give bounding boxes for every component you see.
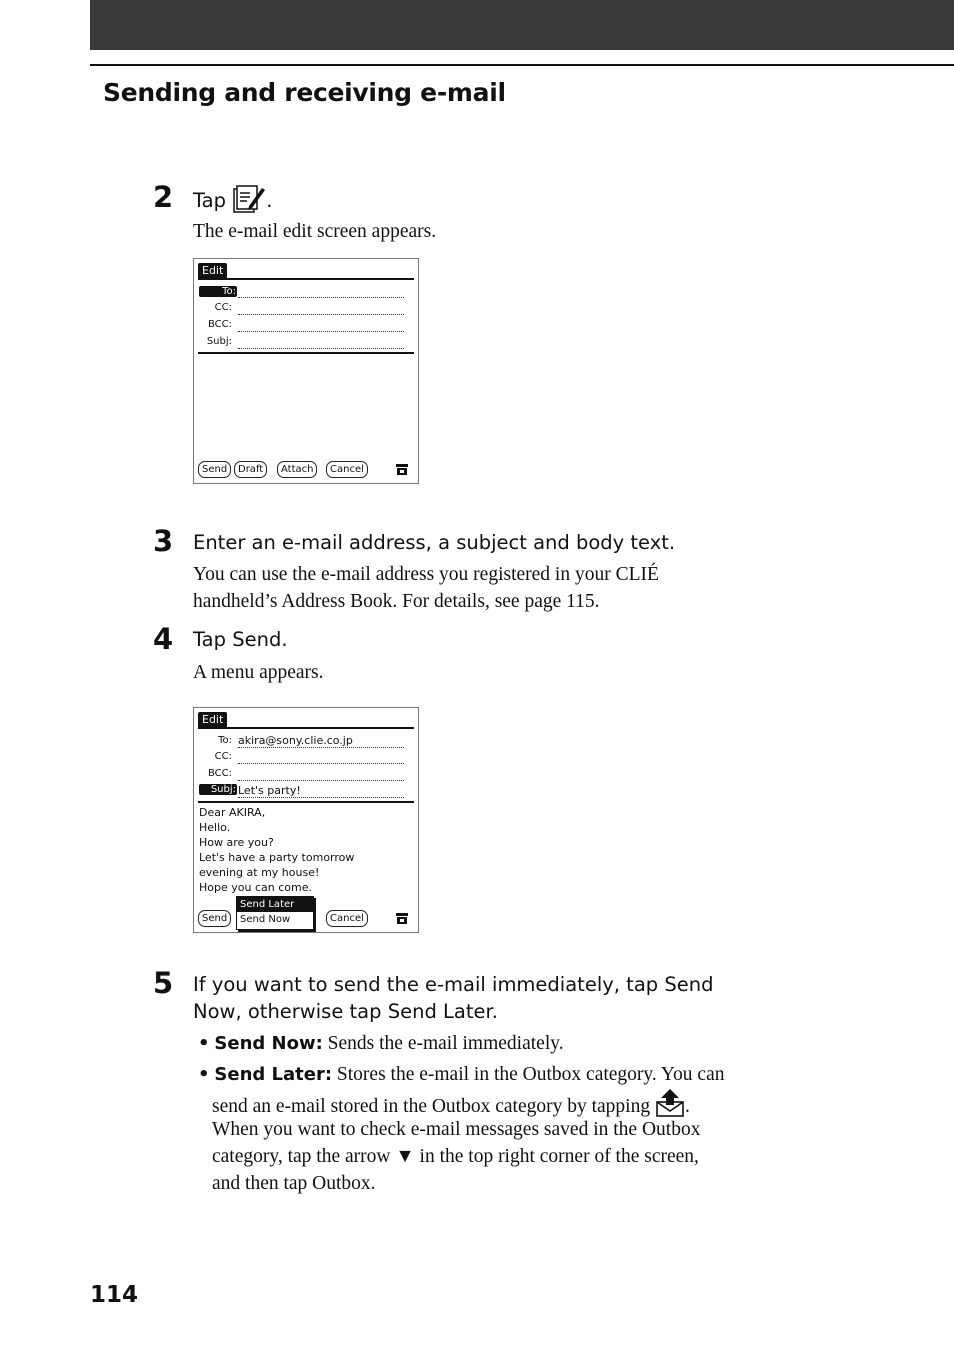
- bullet-text: .: [684, 1096, 690, 1117]
- bullet-send-now: • Send Now: Sends the e-mail immediately.: [198, 1033, 564, 1054]
- menu-item-send-later[interactable]: Send Later: [237, 897, 313, 912]
- page-number: 114: [90, 1282, 139, 1308]
- to-label[interactable]: To:: [199, 286, 237, 297]
- compose-icon: [232, 184, 266, 214]
- tab-edit[interactable]: Edit: [198, 263, 227, 278]
- to-field[interactable]: [238, 297, 404, 298]
- draft-button[interactable]: Draft: [234, 461, 267, 478]
- step-body: The e-mail edit screen appears.: [193, 221, 437, 242]
- cc-label[interactable]: CC:: [214, 302, 232, 313]
- step-number: 4: [153, 622, 174, 656]
- step-number: 3: [153, 524, 174, 558]
- bcc-label[interactable]: BCC:: [207, 319, 232, 330]
- bullet-text-line: When you want to check e-mail messages saved in the Outbox: [212, 1119, 701, 1140]
- bullet-text: Stores the e-mail in the Outbox category. You can: [336, 1064, 725, 1085]
- to-field[interactable]: [238, 747, 404, 748]
- divider: [198, 727, 414, 729]
- section-title: Sending and receiving e-mail: [103, 78, 506, 107]
- attach-button[interactable]: Attach: [277, 461, 317, 478]
- step-title-line: Now, otherwise tap Send Later.: [193, 1000, 498, 1023]
- message-line: How are you?: [199, 836, 274, 849]
- step-tap-suffix: .: [266, 189, 273, 212]
- bullet-term: Send Later:: [214, 1064, 333, 1085]
- to-value[interactable]: akira@sony.clie.co.jp: [238, 734, 353, 747]
- message-body[interactable]: [199, 805, 354, 895]
- tab-edit[interactable]: Edit: [198, 712, 227, 727]
- step-number: 5: [153, 966, 174, 1000]
- send-button[interactable]: Send: [198, 910, 231, 927]
- step-body-line: You can use the e-mail address you registered in your CLIÉ: [193, 564, 659, 585]
- divider: [198, 278, 414, 280]
- bullet-term: Send Now:: [214, 1033, 323, 1054]
- cancel-button[interactable]: Cancel: [326, 910, 368, 927]
- subj-value[interactable]: Let's party!: [238, 784, 301, 797]
- phone-icon[interactable]: [396, 464, 408, 475]
- subj-label[interactable]: Subj:: [206, 336, 232, 347]
- divider: [198, 352, 414, 354]
- message-line: Dear AKIRA,: [199, 806, 266, 819]
- step-title-line: If you want to send the e-mail immediately, tap Send: [193, 973, 714, 996]
- bcc-field[interactable]: [238, 780, 404, 781]
- message-line: evening at my house!: [199, 866, 320, 879]
- message-line: Let's have a party tomorrow: [199, 851, 355, 864]
- step-tap-label: Tap: [193, 189, 227, 212]
- bcc-label[interactable]: BCC:: [207, 768, 232, 779]
- header-rule: [90, 64, 954, 66]
- to-label[interactable]: To:: [218, 735, 232, 746]
- menu-item-send-now[interactable]: Send Now: [240, 914, 291, 925]
- email-send-menu-screen: [193, 707, 419, 933]
- cc-field[interactable]: [238, 314, 404, 315]
- message-line: Hello.: [199, 821, 231, 834]
- bullet-text-line: category, tap the arrow ▼ in the top right corner of the screen,: [212, 1146, 699, 1167]
- divider: [198, 801, 414, 803]
- send-button[interactable]: Send: [198, 461, 231, 478]
- bullet-text-line: and then tap Outbox.: [212, 1173, 376, 1194]
- cc-field[interactable]: [238, 763, 404, 764]
- subj-field[interactable]: [238, 348, 404, 349]
- step-title: [193, 184, 272, 214]
- step-title: Tap Send.: [193, 628, 288, 651]
- subj-field[interactable]: [238, 797, 404, 798]
- bcc-field[interactable]: [238, 331, 404, 332]
- phone-icon[interactable]: [396, 913, 408, 924]
- step-title: Enter an e-mail address, a subject and body text.: [193, 531, 676, 554]
- bullet-send-later: • Send Later: Stores the e-mail in the Outbox category. You can: [198, 1064, 725, 1085]
- header-bar: [90, 0, 954, 50]
- bullet-text: Sends the e-mail immediately.: [327, 1033, 564, 1054]
- step-body-line: handheld’s Address Book. For details, see page 115.: [193, 591, 600, 612]
- bullet-text: send an e-mail stored in the Outbox category by tapping: [212, 1096, 651, 1117]
- cc-label[interactable]: CC:: [214, 751, 232, 762]
- subj-label[interactable]: Subj:: [199, 784, 237, 795]
- message-line: Hope you can come.: [199, 881, 312, 894]
- email-edit-screen: [193, 258, 419, 484]
- send-menu: [236, 896, 314, 930]
- cancel-button[interactable]: Cancel: [326, 461, 368, 478]
- step-number: 2: [153, 180, 174, 214]
- outbox-icon: [655, 1088, 685, 1118]
- step-body: A menu appears.: [193, 662, 324, 683]
